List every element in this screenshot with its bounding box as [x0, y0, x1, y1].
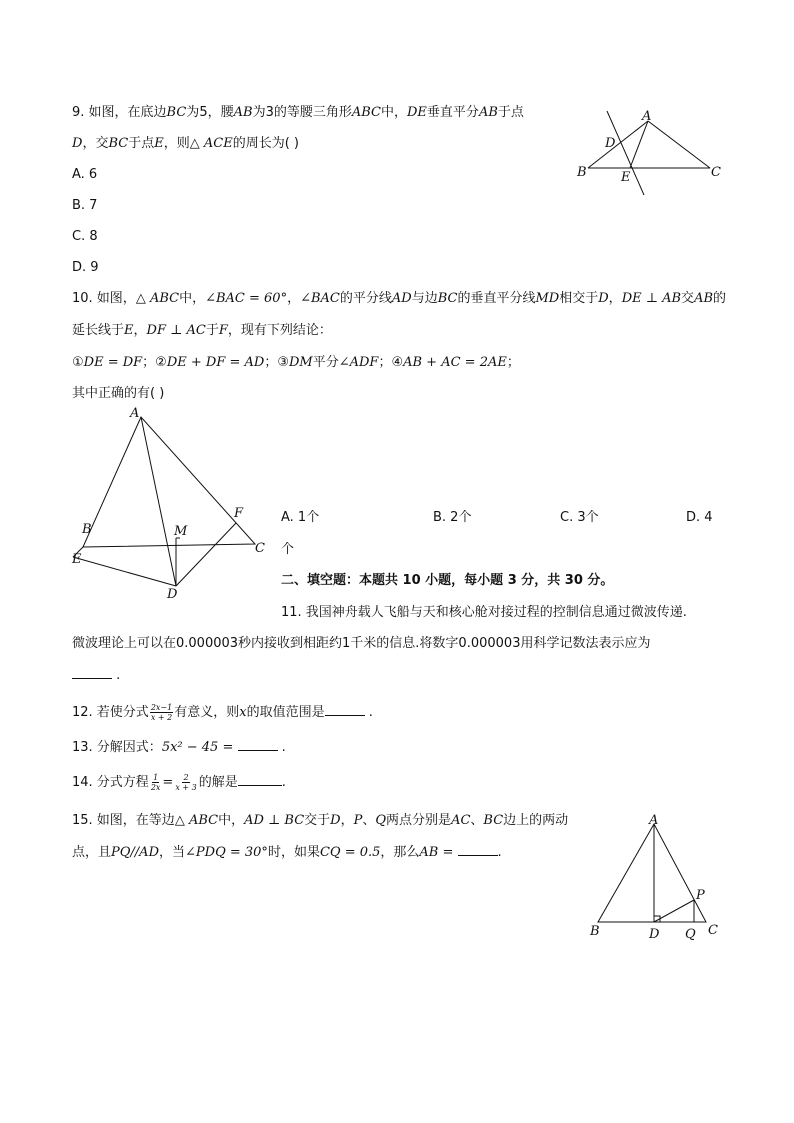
q9-math: BC — [166, 105, 187, 120]
q14-text: . — [281, 775, 286, 790]
q15-text: 交于 — [304, 813, 331, 828]
q14-fraction-left — [150, 773, 162, 792]
q14-fraction-denominator: 2x — [150, 783, 161, 792]
q10-text: ，现有下列结论： — [227, 323, 332, 338]
q9-label-d: D — [605, 136, 616, 151]
q11-text: . — [116, 668, 121, 683]
q9-math: DE — [407, 105, 427, 120]
q10-math: DF ⊥ AC — [146, 323, 206, 338]
q15-text: 15. 如图，在等边 — [72, 813, 175, 828]
q9-math: AB — [478, 105, 498, 120]
q9-stem-line2 — [72, 135, 299, 153]
q10-text: ；③ — [264, 355, 289, 370]
q9-text: ，交 — [82, 136, 109, 151]
q15-math: AB = — [419, 845, 454, 860]
q9-text: 于点 — [128, 136, 155, 151]
q9-stem-line1 — [72, 104, 524, 122]
q10-math: MD — [535, 291, 560, 306]
q13-text: . — [281, 740, 286, 755]
q9-text: 的周长为( ) — [232, 136, 299, 151]
q15-text: 中， — [218, 813, 245, 828]
q10-segment-ad — [141, 417, 176, 586]
q14-fraction-numerator: 2 — [183, 773, 189, 782]
q15-triangle-abc — [598, 824, 706, 922]
q15-label-a: A — [649, 813, 659, 828]
q10-math: F — [218, 323, 228, 338]
q10-text: ； — [506, 355, 520, 370]
q15-math: Q — [375, 813, 387, 828]
q10-text: ， — [287, 291, 301, 306]
q14-answer-blank[interactable] — [238, 773, 282, 786]
q9-text: 垂直平分 — [426, 105, 479, 120]
q9-segment-ac — [648, 121, 710, 168]
q12-math: x — [239, 705, 247, 720]
q9-math: BC — [108, 136, 129, 151]
q15-label-q: Q — [685, 927, 696, 942]
q9-label-b: B — [577, 165, 587, 180]
q10-math: ∠BAC — [300, 291, 340, 306]
section2-text: 小题，每小题 — [420, 573, 508, 588]
q13-line — [72, 738, 286, 757]
q10-text: 交 — [681, 291, 695, 306]
q9-figure — [570, 105, 750, 205]
q15-math: △ ABC — [174, 813, 219, 828]
q15-label-b: B — [590, 924, 600, 939]
q9-text: 为 — [186, 105, 200, 120]
q15-math: D — [330, 813, 341, 828]
q10-math: DM — [288, 355, 313, 370]
q15-math: P — [353, 813, 363, 828]
q15-text: 边上的两动 — [503, 813, 569, 828]
q10-text: ① — [72, 355, 84, 370]
q9-math: △ ACE — [189, 136, 233, 151]
q10-text: 的 — [713, 291, 727, 306]
q10-text: ， — [133, 323, 147, 338]
q10-text: ；② — [142, 355, 167, 370]
q14-text: 的解是 — [198, 775, 238, 790]
q15-text: . — [497, 845, 502, 860]
q10-math: BC — [437, 291, 458, 306]
q15-text: ， — [340, 813, 354, 828]
q9-math: AB — [233, 105, 253, 120]
q10-conclusions — [72, 354, 520, 372]
q13-text: 13. 分解因式： — [72, 740, 162, 755]
q10-math: DE ⊥ AB — [621, 291, 682, 306]
section2-text: 二、填空题：本题共 — [281, 573, 403, 588]
q15-label-c: C — [708, 923, 718, 938]
q12-answer-blank[interactable] — [325, 703, 365, 716]
q10-option-d-tail: 个 — [281, 542, 295, 557]
q10-option-c[interactable]: C. 3个 — [560, 510, 599, 525]
q10-text: 平分 — [312, 355, 339, 370]
q9-math: D — [72, 136, 83, 151]
q11-line1: 11. 我国神舟载人飞船与天和核心舱对接过程的控制信息通过微波传递. — [281, 605, 687, 620]
q12-text: 12. 若使分式 — [72, 705, 149, 720]
q10-label-a: A — [130, 406, 140, 421]
q9-text: ，腰 — [207, 105, 234, 120]
q10-text: ；④ — [378, 355, 404, 370]
q9-option-d[interactable]: D. 9 — [72, 260, 99, 275]
q13-answer-blank[interactable] — [238, 738, 278, 751]
section2-text: 30 — [564, 573, 583, 588]
q10-text: 延长线于 — [72, 323, 125, 338]
q14-fraction-right — [174, 773, 197, 792]
q10-math: △ ABC — [135, 291, 180, 306]
q10-text: 相交于 — [559, 291, 599, 306]
q10-math: AB + AC = 2AE — [403, 355, 507, 370]
q12-text: . — [368, 705, 373, 720]
q15-label-p: P — [696, 888, 705, 903]
section2-text: 3 — [507, 573, 517, 588]
q15-text: 时，如果 — [267, 845, 320, 860]
q15-math: CQ = 0.5 — [319, 845, 381, 860]
q10-text: 10. 如图， — [72, 291, 136, 306]
q10-math: ∠BAC = 60° — [205, 291, 288, 306]
q11-line2: 微波理论上可以在0.000003秒内接收到相距约1千米的信息.将数字0.000003用科学记数法表示应为 — [72, 636, 651, 651]
q15-text: 点，且 — [72, 845, 112, 860]
q10-option-d[interactable]: D. 4 — [686, 510, 713, 525]
q12-fraction-denominator: x + 2 — [150, 713, 173, 722]
q15-math: AC — [451, 813, 471, 828]
q15-math: BC — [483, 813, 504, 828]
q10-label-c: C — [255, 541, 265, 556]
q10-math: DE = DF — [83, 355, 143, 370]
q14-math: = — [162, 775, 174, 790]
q10-stem-line1 — [72, 290, 726, 308]
q10-math: AD — [391, 291, 412, 306]
q12-fraction — [150, 703, 173, 722]
q9-text: 为3的等腰三角形 — [252, 105, 352, 120]
q14-text: 14. 分式方程 — [72, 775, 149, 790]
q15-stem-line2 — [72, 843, 502, 862]
q11-answer-blank[interactable] — [72, 666, 112, 679]
q10-math: ∠ADF — [338, 355, 379, 370]
q10-text: 的平分线 — [339, 291, 392, 306]
q10-text: 与边 — [411, 291, 438, 306]
q9-label-e: E — [621, 170, 631, 185]
q15-text: 、 — [362, 813, 376, 828]
section2-heading — [281, 572, 613, 590]
q15-stem-line1 — [72, 812, 568, 830]
q10-label-d: D — [167, 587, 178, 602]
q10-math: DE + DF = AD — [166, 355, 265, 370]
q9-math: ABC — [351, 105, 381, 120]
q9-text: 于点 — [497, 105, 524, 120]
q9-option-b[interactable]: B. 7 — [72, 198, 98, 213]
q9-text: 9. 如图，在底边 — [72, 105, 167, 120]
q10-math: D — [598, 291, 609, 306]
q15-text: ，当 — [159, 845, 186, 860]
q14-fraction-denominator: x + 3 — [175, 783, 197, 792]
q10-text: 中， — [179, 291, 206, 306]
q9-option-c[interactable]: C. 8 — [72, 229, 98, 244]
q15-label-d: D — [649, 927, 660, 942]
q14-fraction-numerator: 1 — [153, 773, 159, 782]
q12-text: 的取值范围是 — [246, 705, 325, 720]
q11-answer-line — [72, 666, 120, 685]
q15-math: AD ⊥ BC — [244, 813, 305, 828]
q10-math: AB — [694, 291, 714, 306]
q10-option-a[interactable]: A. 1个 — [281, 510, 320, 525]
q10-text: 的垂直平分线 — [457, 291, 536, 306]
q9-option-a[interactable]: A. 6 — [72, 167, 98, 182]
q10-figure — [70, 405, 280, 605]
q9-label-c: C — [711, 165, 721, 180]
q10-label-f: F — [234, 506, 244, 521]
q15-text: 、 — [470, 813, 484, 828]
q15-figure — [585, 812, 735, 942]
q9-label-a: A — [642, 109, 652, 124]
q9-math: E — [154, 136, 164, 151]
q10-text: 于 — [205, 323, 219, 338]
q9-text: 中， — [380, 105, 407, 120]
section2-text: 10 — [402, 573, 421, 588]
q10-text: ， — [608, 291, 622, 306]
q10-math: E — [124, 323, 134, 338]
q15-text: ，那么 — [380, 845, 420, 860]
q12-line — [72, 703, 373, 722]
q15-answer-blank[interactable] — [458, 843, 498, 856]
q10-label-b: B — [82, 522, 92, 537]
q15-text: 两点分别是 — [386, 813, 452, 828]
section2-text: 分。 — [582, 573, 614, 588]
q15-math: PQ//AD — [111, 845, 159, 860]
q12-fraction-numerator: 2x−1 — [150, 703, 173, 712]
q10-question: 其中正确的有( ) — [72, 386, 165, 401]
q10-option-b[interactable]: B. 2个 — [433, 510, 472, 525]
q9-text: 5 — [199, 105, 208, 120]
q15-math: ∠PDQ = 30° — [185, 845, 268, 860]
section2-text: 分，共 — [516, 573, 565, 588]
q10-triangle-abc — [83, 417, 255, 547]
q10-segment-ed — [73, 557, 176, 586]
q10-label-m: M — [174, 524, 188, 539]
q13-math: 5x² − 45 = — [161, 740, 234, 755]
q10-label-e: E — [72, 552, 82, 567]
q9-text: ，则 — [163, 136, 190, 151]
q12-text: 有意义，则 — [174, 705, 240, 720]
q10-stem-line2 — [72, 322, 332, 340]
q14-line — [72, 773, 286, 792]
